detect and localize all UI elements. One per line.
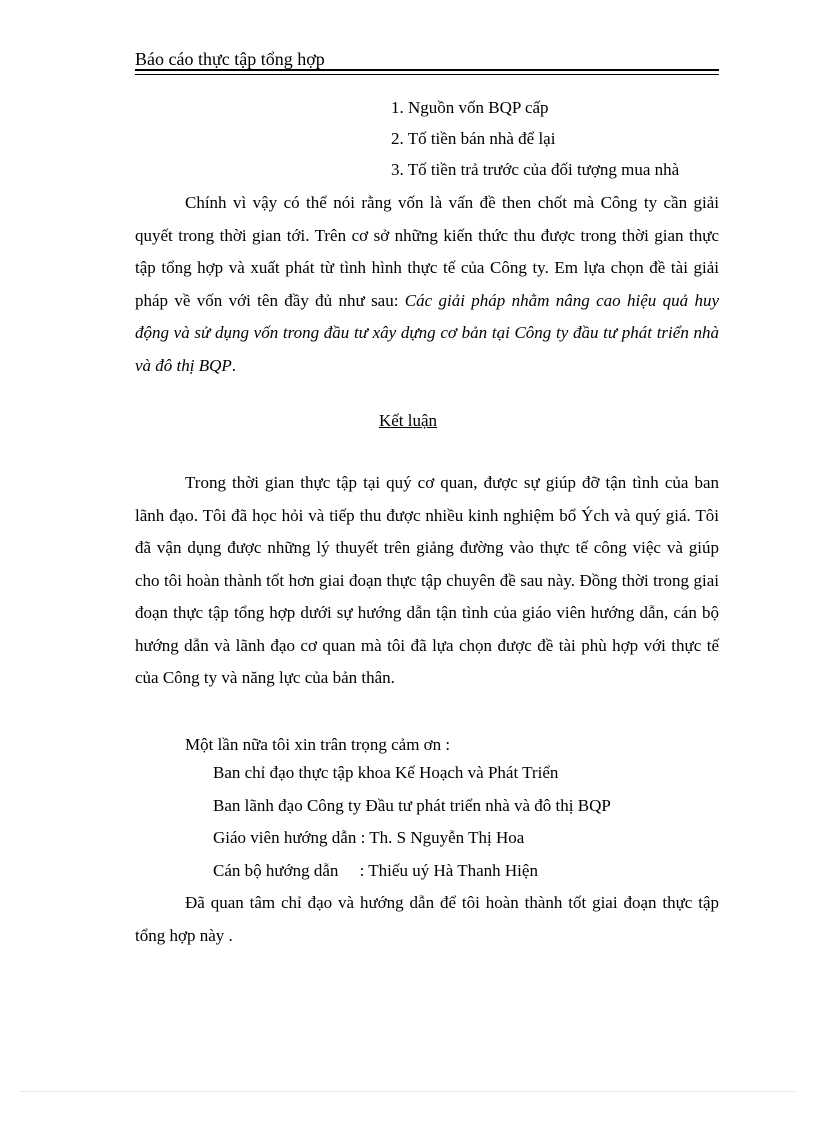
list-item: 1. Nguồn vốn BQP cấp xyxy=(391,98,549,117)
acknowledgement-list xyxy=(213,760,611,890)
header-rule-thick xyxy=(135,69,719,71)
thanks-line: Một lần nữa tôi xin trân trọng cảm ơn : xyxy=(185,735,451,754)
running-header: Báo cáo thực tập tổng hợp xyxy=(135,49,325,69)
thesis-topic: Các giải pháp nhằm nâng cao hiệu quả huy động và sử dụng vốn trong đầu tư xây dựng cơ bản tại Công ty đầu tư phát triển nhà và đô thị BQP xyxy=(135,290,719,375)
acknowledgement-item: Ban chỉ đạo thực tập khoa Kế Hoạch và Phát Triển xyxy=(213,763,559,782)
header-rule-thin xyxy=(135,74,719,75)
page-bottom-border xyxy=(20,1091,796,1092)
closing-paragraph: Đã quan tâm chỉ đạo và hướng dẫn để tôi hoàn thành tốt giai đoạn thực tập tổng hợp này . xyxy=(135,893,719,945)
intro-end: . xyxy=(231,355,237,375)
list-item: 3. Tố tiền trả trước của đối tượng mua nhà xyxy=(391,160,680,179)
intro-text: Chính vì vậy có thể nói rằng vốn là vấn đề then chốt mà Công ty cần giải quyết trong thời gian tới. Trên cơ sở những kiến thức thu được trong thời gian thực tập tổng hợp và xuất phát từ tình hình thực tế của Công ty. Em lựa chọn đề tài giải pháp về vốn với tên đầy đủ như sau: xyxy=(135,193,719,310)
acknowledgement-item: Cán bộ hướng dẫn : Thiếu uý Hà Thanh Hiện xyxy=(213,860,538,880)
intro-paragraph xyxy=(135,187,719,382)
acknowledgement-item: Ban lãnh đạo Công ty Đầu tư phát triển nhà và đô thị BQP xyxy=(213,795,611,815)
capital-sources-list xyxy=(391,96,679,189)
section-title xyxy=(0,408,816,434)
list-item: 2. Tố tiền bán nhà để lại xyxy=(391,129,556,148)
conclusion-title: Kết luận xyxy=(378,411,438,430)
conclusion-paragraph: Trong thời gian thực tập tại quý cơ quan, được sự giúp đỡ tận tình của ban lãnh đạo. Tôi đã học hỏi và tiếp thu được nhiều kinh nghiệm bổ Ých và quý giá. Tôi đã vận dụng được những lý thuyết trên giảng đường vào thực tế công việc và giúp cho tôi hoàn thành tốt hơn giai đoạn thực tập chuyên đề sau này. Đồng thời trong giai đoạn thực tập tổng hợp dưới sự hướng dẫn tận tình của giáo viên hướng dẫn, cán bộ hướng dẫn và lãnh đạo cơ quan mà tôi đã lựa chọn được đề tài phù hợp với thực tế của Công ty và năng lực của bản thân. xyxy=(135,473,719,687)
acknowledgement-item: Giáo viên hướng dẫn : Th. S Nguyễn Thị Hoa xyxy=(213,828,525,847)
